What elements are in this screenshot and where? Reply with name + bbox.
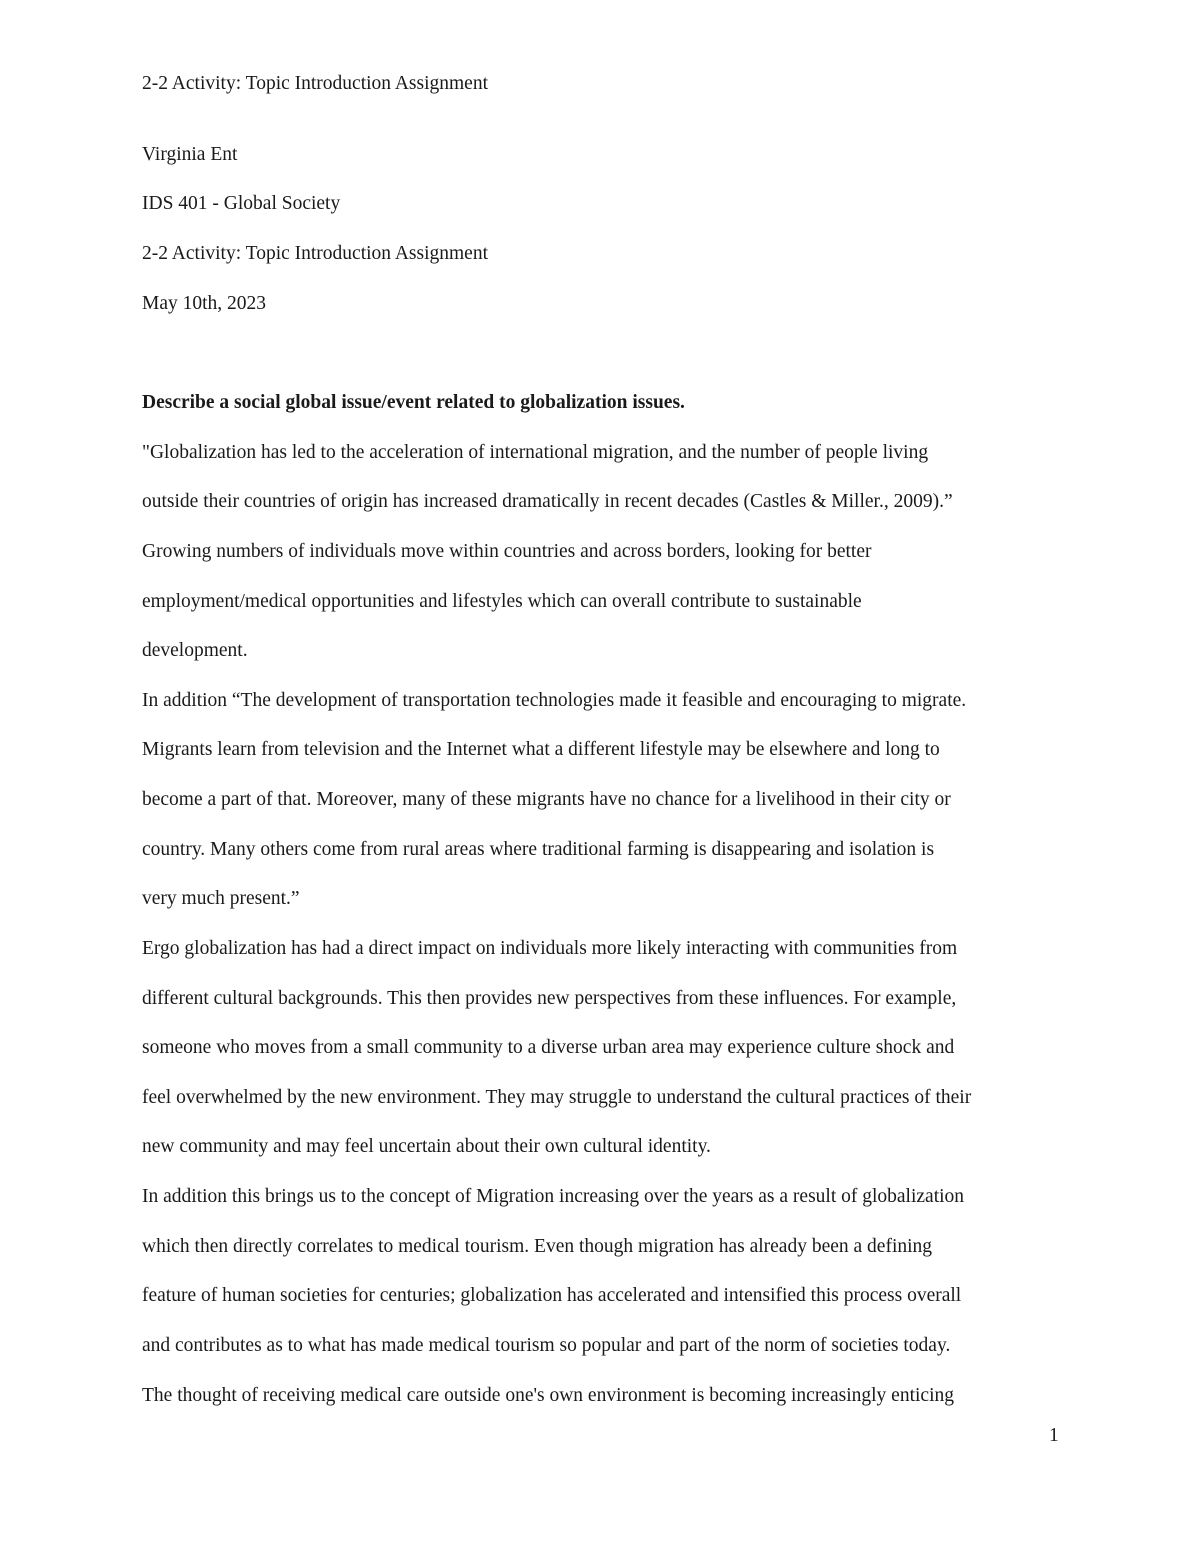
- author-name: Virginia Ent: [142, 144, 238, 165]
- body-line: which then directly correlates to medical tourism. Even though migration has already been a defining: [142, 1236, 933, 1257]
- body-line: outside their countries of origin has increased dramatically in recent decades (Castles & Miller., 2009).”: [142, 491, 953, 512]
- body-line: become a part of that. Moreover, many of these migrants have no chance for a livelihood in their city or: [142, 789, 951, 810]
- body-line: different cultural backgrounds. This then provides new perspectives from these influences. For example,: [142, 988, 957, 1009]
- body-line: feature of human societies for centuries; globalization has accelerated and intensified this process overall: [142, 1285, 962, 1306]
- document-date: May 10th, 2023: [142, 293, 267, 314]
- body-line: new community and may feel uncertain about their own cultural identity.: [142, 1136, 711, 1157]
- body-line: "Globalization has led to the acceleration of international migration, and the number of people living: [142, 442, 929, 463]
- page-number: 1: [1049, 1425, 1059, 1446]
- body-line: someone who moves from a small community to a diverse urban area may experience culture shock and: [142, 1037, 955, 1058]
- body-line: employment/medical opportunities and lifestyles which can overall contribute to sustainable: [142, 591, 862, 612]
- running-header-title: 2-2 Activity: Topic Introduction Assignment: [142, 73, 489, 94]
- body-line: development.: [142, 640, 248, 661]
- section-heading: Describe a social global issue/event related to globalization issues.: [142, 392, 685, 413]
- body-line: In addition this brings us to the concept of Migration increasing over the years as a result of globalization: [142, 1186, 965, 1207]
- body-line: country. Many others come from rural areas where traditional farming is disappearing and isolation is: [142, 839, 935, 860]
- body-line: feel overwhelmed by the new environment. They may struggle to understand the cultural practices of their: [142, 1087, 972, 1108]
- course-name: IDS 401 - Global Society: [142, 193, 341, 214]
- body-line: The thought of receiving medical care outside one's own environment is becoming increasingly enticing: [142, 1385, 954, 1406]
- body-line: In addition “The development of transportation technologies made it feasible and encouraging to migrate.: [142, 690, 967, 711]
- body-line: and contributes as to what has made medical tourism so popular and part of the norm of societies today.: [142, 1335, 951, 1356]
- body-line: Growing numbers of individuals move within countries and across borders, looking for better: [142, 541, 872, 562]
- assignment-name: 2-2 Activity: Topic Introduction Assignment: [142, 243, 489, 264]
- body-line: Migrants learn from television and the Internet what a different lifestyle may be elsewhere and long to: [142, 739, 940, 760]
- body-line: very much present.”: [142, 888, 300, 909]
- body-line: Ergo globalization has had a direct impact on individuals more likely interacting with communities from: [142, 938, 958, 959]
